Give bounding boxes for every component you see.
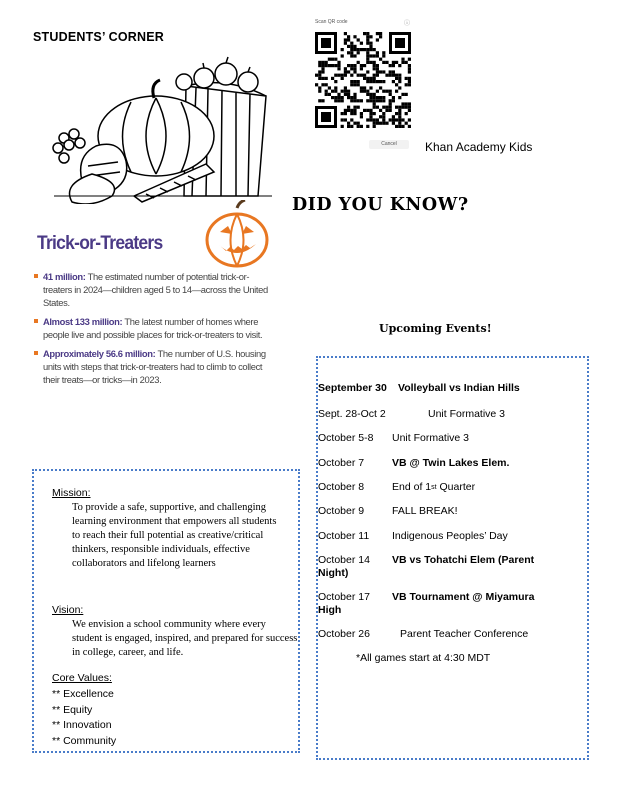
- event-name: End of 1: [392, 481, 432, 493]
- info-icon[interactable]: ⓘ: [404, 21, 411, 27]
- fact-text: The number of U.S. housing units with steps that trick-or-treaters had to climb to collect their treats—or tricks—in 2023.: [43, 348, 266, 385]
- event-date: October 7: [318, 457, 365, 469]
- event-date: October 9: [318, 505, 365, 517]
- event-name-suffix: Quarter: [436, 481, 476, 493]
- trick-or-treaters-title: Trick-or-Treaters: [37, 233, 163, 254]
- fact-lead: Approximately 56.6 million:: [43, 348, 156, 359]
- did-you-know-heading: DID YOU KNOW?: [292, 195, 469, 215]
- event-name: VB Tournament @ Miyamura: [392, 591, 535, 603]
- core-value-item: ** Excellence: [52, 688, 114, 700]
- fact-item: [33, 270, 278, 309]
- fact-lead: Almost 133 million:: [43, 316, 123, 327]
- event-name: Unit Formative 3: [392, 432, 470, 444]
- mission-heading: Mission:: [52, 487, 91, 499]
- qr-scan-label: Scan QR code: [315, 19, 348, 25]
- fact-item: [33, 347, 278, 386]
- event-name-continued: High: [318, 604, 342, 616]
- fact-text: The latest number of homes where people live and possible places for trick-or-treaters to visit.: [43, 316, 263, 340]
- core-value-item: ** Innovation: [52, 719, 112, 731]
- event-name: Parent Teacher Conference: [400, 628, 529, 640]
- event-date: October 17: [318, 591, 370, 603]
- event-name-superscript: st: [431, 484, 437, 491]
- event-date: Sept. 28-Oct 2: [318, 408, 386, 420]
- qr-code-image: [307, 18, 419, 150]
- event-name: VB vs Tohatchi Elem (Parent: [392, 554, 535, 566]
- core-values-list: [52, 687, 116, 749]
- fact-text: The estimated number of potential trick-or-treaters in 2024—children aged 5 to 14—across the United States.: [43, 271, 268, 308]
- event-date: October 11: [318, 530, 370, 542]
- event-name: Volleyball vs Indian Hills: [398, 382, 520, 394]
- core-value-item: ** Community: [52, 734, 117, 747]
- qr-code-card: [307, 18, 419, 150]
- fact-lead: 41 million:: [43, 271, 86, 282]
- students-corner-title: STUDENTS’ CORNER: [33, 30, 164, 44]
- event-name: Indigenous Peoples’ Day: [392, 530, 508, 542]
- event-date: October 8: [318, 481, 365, 493]
- event-date: October 14: [318, 554, 370, 566]
- upcoming-events-title: Upcoming Events!: [379, 322, 492, 335]
- event-date: October 5-8: [318, 432, 374, 444]
- mission-text: To provide a safe, supportive, and challenging learning environment that empowers all students to reach their full potential as creative/critical thinkers, responsible individuals, effective collaborators and lifelong learners: [72, 502, 277, 569]
- jack-o-lantern-icon: [204, 200, 270, 270]
- fact-item: [33, 315, 278, 341]
- core-values-heading: Core Values:: [52, 672, 112, 684]
- event-date: September 30: [318, 382, 387, 394]
- events-footnote: *All games start at 4:30 MDT: [356, 652, 491, 664]
- core-value-item: ** Equity: [52, 703, 93, 716]
- qr-caption: Khan Academy Kids: [425, 140, 533, 154]
- vision-heading: Vision:: [52, 604, 84, 616]
- event-name: FALL BREAK!: [392, 505, 458, 517]
- event-name: Unit Formative 3: [428, 408, 506, 420]
- qr-cancel-button[interactable]: Cancel: [369, 140, 409, 149]
- trick-or-treat-facts: [33, 270, 278, 392]
- event-name: VB @ Twin Lakes Elem.: [392, 457, 510, 469]
- event-name-continued: Night): [318, 567, 349, 579]
- vision-text: We envision a school community where every student is engaged, inspired, and prepared for success in college, career, and life.: [72, 619, 298, 658]
- harvest-basket-illustration: [36, 46, 274, 204]
- event-date: October 26: [318, 628, 370, 640]
